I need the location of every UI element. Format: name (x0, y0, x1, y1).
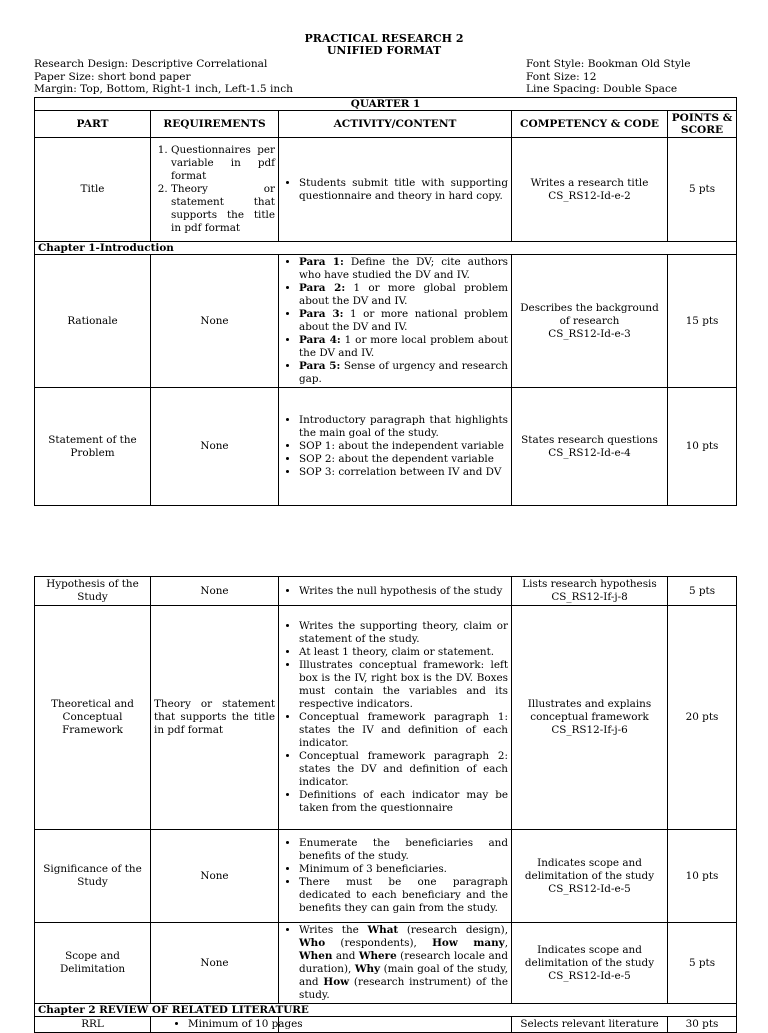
para-text: 1 or more local problem about the DV and IV. (299, 334, 508, 359)
competency-text: Lists research hypothesis (522, 578, 657, 590)
list-item: • There must be one paragraph dedicated to each beneficiary and the benefits they can gain from the study. (299, 876, 508, 915)
competency-cell (512, 923, 668, 1004)
competency-code: CS_RS12-If-j-6 (551, 724, 628, 736)
competency-cell (512, 1017, 668, 1033)
activity-cell (279, 830, 512, 923)
requirements-cell: None (151, 923, 279, 1004)
para-text: Define the DV; cite authors who have studied the DV and IV. (299, 256, 508, 281)
competency-text: Describes the background of research (520, 301, 659, 327)
competency-cell (512, 388, 668, 506)
table-row (35, 388, 737, 506)
list-item: • Minimum of 10 pages (188, 1018, 508, 1031)
table-row (35, 1017, 737, 1033)
rubric-table-page2 (34, 576, 737, 1033)
section-heading: Chapter 1-Introduction (35, 242, 737, 255)
para-label: Para 3: (299, 308, 344, 320)
list-item: • Writes the null hypothesis of the study (299, 585, 508, 598)
para-label: Para 2: (299, 282, 346, 294)
part-cell: Hypothesis of the Study (35, 577, 151, 606)
list-item: • Students submit title with supporting questionnaire and theory in hard copy. (299, 177, 508, 203)
requirements-cell: Theory or statement that supports the title in pdf format (151, 606, 279, 830)
list-item: • Conceptual framework paragraph 2: states the DV and definition of each indicator. (299, 750, 508, 789)
part-cell: Rationale (35, 255, 151, 388)
requirements-cell: None (151, 830, 279, 923)
scope-keyword: When (299, 950, 333, 962)
scope-text: and (332, 950, 359, 962)
table-row (35, 923, 737, 1004)
list-item (299, 282, 508, 308)
competency-text: Indicates scope and delimitation of the study (524, 943, 655, 969)
scope-text: (research locale and duration), (299, 950, 508, 975)
competency-text: Writes a research title (530, 176, 649, 189)
part-cell: Title (35, 138, 151, 242)
header-row (35, 111, 737, 138)
para-text: 1 or more global problem about the DV and IV. (299, 282, 508, 307)
list-item (299, 360, 508, 386)
col-part: PART (35, 111, 151, 138)
list-item: 1. Questionnaires per variable in pdf format (171, 144, 275, 183)
list-item: • Introductory paragraph that highlights the main goal of the study. (299, 414, 508, 440)
competency-cell (512, 830, 668, 923)
requirements-cell: None (151, 388, 279, 506)
points-cell: 30 pts (668, 1017, 737, 1033)
meta-right (526, 58, 691, 96)
col-activity: ACTIVITY/CONTENT (279, 111, 512, 138)
list-item (299, 308, 508, 334)
competency-code: CS_RS12-Id-e-5 (548, 882, 631, 895)
table-row (35, 830, 737, 923)
scope-keyword: How (323, 976, 350, 988)
requirements-cell: None (151, 255, 279, 388)
activity-cell (279, 255, 512, 388)
list-item: • SOP 3: correlation between IV and DV (299, 466, 508, 479)
meta-line-spacing: Line Spacing: Double Space (526, 83, 678, 95)
para-label: Para 5: (299, 360, 341, 372)
meta-font-size: Font Size: 12 (526, 70, 597, 83)
col-points: POINTS & SCORE (668, 111, 737, 138)
scope-text: (research instrument) of the study. (299, 976, 509, 1001)
meta-font-style: Font Style: Bookman Old Style (526, 58, 691, 70)
scope-text: (respondents), (325, 937, 433, 949)
meta-left (34, 58, 293, 96)
competency-cell (512, 138, 668, 242)
points-cell: 5 pts (668, 577, 737, 606)
list-item: • Definitions of each indicator may be taken from the questionnaire (299, 789, 508, 815)
competency-text: Illustrates and explains conceptual framework (527, 698, 652, 723)
part-cell: Theoretical and Conceptual Framework (35, 606, 151, 830)
scope-keyword: What (367, 924, 399, 936)
part-cell: Scope and Delimitation (35, 923, 151, 1004)
meta-paper-size: Paper Size: short bond paper (34, 70, 191, 83)
list-item: • Writes the supporting theory, claim or statement of the study. (299, 620, 508, 646)
table-row (35, 577, 737, 606)
part-cell: Statement of the Problem (35, 388, 151, 506)
list-item: • SOP 2: about the dependent variable (299, 453, 508, 466)
competency-code: CS_RS12-Id-e-3 (548, 327, 631, 340)
scope-text: Writes the (299, 924, 368, 936)
list-item (299, 924, 508, 1002)
list-item (299, 334, 508, 360)
list-item: • Enumerate the beneficiaries and benefits of the study. (299, 837, 508, 863)
competency-text: States research questions (521, 433, 658, 446)
section-heading: Chapter 2 REVIEW OF RELATED LITERATURE (35, 1004, 737, 1017)
scope-text: (research design), (398, 924, 508, 936)
meta-research-design: Research Design: Descriptive Correlational (34, 58, 268, 70)
scope-keyword: Who (299, 937, 326, 949)
para-label: Para 4: (299, 334, 341, 346)
list-item: • SOP 1: about the independent variable (299, 440, 508, 453)
competency-code: CS_RS12-Id-e-4 (548, 446, 631, 459)
scope-keyword: Where (358, 950, 397, 962)
competency-text: Selects relevant literature (520, 1018, 659, 1030)
para-label: Para 1: (299, 256, 344, 268)
table-row (35, 606, 737, 830)
part-cell: Significance of the Study (35, 830, 151, 923)
table-row (35, 138, 737, 242)
points-cell: 5 pts (668, 138, 737, 242)
requirements-cell: None (151, 577, 279, 606)
scope-keyword: Why (354, 963, 381, 975)
doc-title: PRACTICAL RESEARCH 2 (304, 32, 464, 45)
activity-cell (279, 577, 512, 606)
activity-cell (279, 923, 512, 1004)
scope-text: (main goal of the study, and (299, 963, 508, 988)
competency-code: CS_RS12-Id-e-2 (548, 189, 631, 202)
points-cell: 5 pts (668, 923, 737, 1004)
doc-subtitle: UNIFIED FORMAT (326, 44, 442, 57)
col-requirements: REQUIREMENTS (151, 111, 279, 138)
list-item: • Conceptual framework paragraph 1: states the IV and definition of each indicator. (299, 711, 508, 750)
activity-cell (279, 606, 512, 830)
activity-cell (279, 388, 512, 506)
activity-cell (188, 1017, 512, 1033)
part-cell: RRL (35, 1017, 151, 1033)
competency-code: CS_RS12-Id-e-5 (548, 969, 631, 982)
list-item: • Illustrates conceptual framework: left box is the IV, right box is the DV. Boxes must contain the variables and its respective indicators. (299, 659, 508, 711)
para-text: Sense of urgency and research gap. (299, 360, 508, 385)
scope-keyword: How many (432, 937, 505, 949)
meta-margin: Margin: Top, Bottom, Right-1 inch, Left-1.5 inch (34, 83, 293, 95)
competency-code: CS_RS12-If-j-8 (551, 591, 628, 603)
points-cell: 20 pts (668, 606, 737, 830)
col-competency: COMPETENCY & CODE (512, 111, 668, 138)
competency-cell (512, 577, 668, 606)
list-item (299, 256, 508, 282)
list-item: • Minimum of 3 beneficiaries. (299, 863, 508, 876)
requirements-cell (151, 138, 279, 242)
table-row (35, 255, 737, 388)
list-item: 2. Theory or statement that supports the title in pdf format (171, 183, 275, 235)
para-text: 1 or more national problem about the DV and IV. (299, 308, 508, 333)
competency-cell (512, 606, 668, 830)
list-item: • At least 1 theory, claim or statement. (299, 646, 508, 659)
competency-cell (512, 255, 668, 388)
quarter-label: QUARTER 1 (35, 98, 737, 111)
points-cell: 15 pts (668, 255, 737, 388)
points-cell: 10 pts (668, 388, 737, 506)
scope-text: , (504, 937, 508, 949)
activity-cell (279, 138, 512, 242)
rubric-table-page1 (34, 97, 737, 506)
competency-text: Indicates scope and delimitation of the study (524, 856, 655, 882)
points-cell: 10 pts (668, 830, 737, 923)
